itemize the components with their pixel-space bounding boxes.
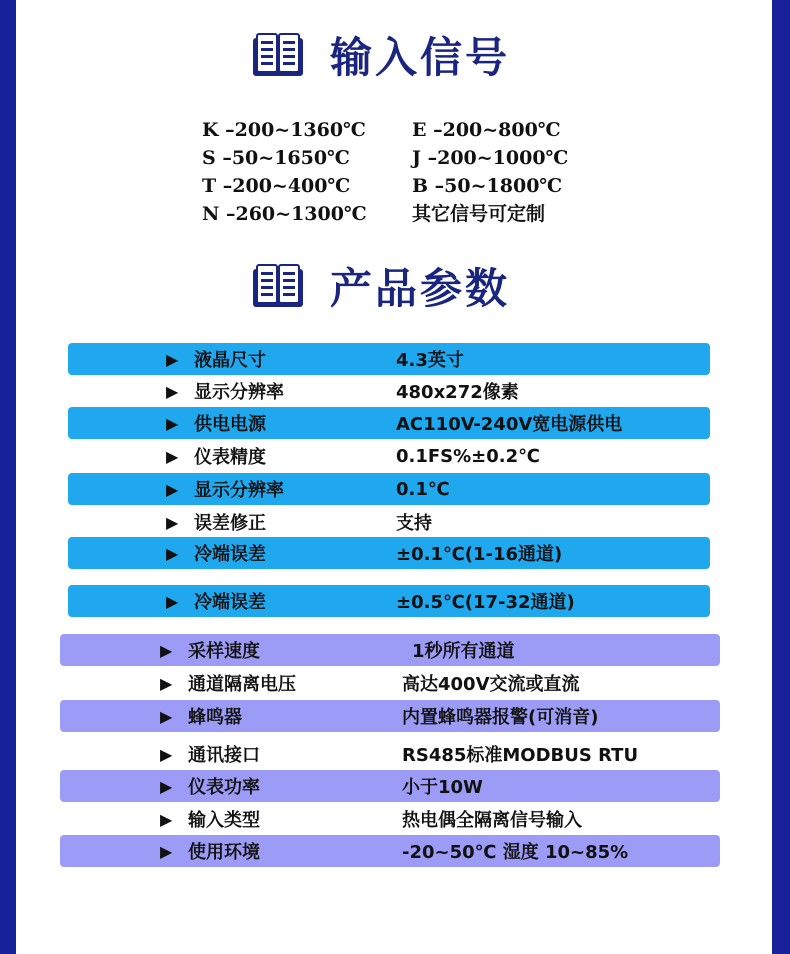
param-row	[60, 835, 720, 867]
param-row	[68, 407, 710, 439]
param-row	[68, 506, 710, 538]
book-icon	[252, 263, 304, 309]
param-row	[68, 473, 710, 505]
signal-row	[202, 116, 568, 144]
param-label: 通道隔离电压	[188, 674, 296, 695]
signal-range: J –200~1000℃	[412, 147, 569, 169]
param-label: 仪表精度	[194, 447, 266, 468]
param-value: 内置蜂鸣器报警(可消音)	[402, 707, 599, 728]
param-value: 小于10W	[402, 777, 483, 798]
param-label: 显示分辨率	[194, 480, 284, 501]
param-label: 供电电源	[194, 414, 266, 435]
param-label: 采样速度	[188, 641, 260, 662]
signal-range: T –200~400℃	[202, 175, 351, 197]
signal-range: B –50~1800℃	[412, 175, 563, 197]
signal-row	[202, 200, 568, 228]
param-label: 冷端误差	[194, 544, 266, 565]
param-label: 液晶尺寸	[194, 350, 266, 371]
param-value: 热电偶全隔离信号输入	[402, 810, 582, 831]
param-row	[60, 770, 720, 802]
param-row	[68, 343, 710, 375]
param-row	[68, 440, 710, 472]
signal-note: 其它信号可定制	[412, 203, 546, 225]
param-value: 0.1℃	[396, 478, 450, 500]
param-label: 蜂鸣器	[188, 707, 242, 728]
param-value: 0.1FS%±0.2℃	[396, 445, 540, 467]
param-value: 1秒所有通道	[412, 641, 515, 662]
param-value: 4.3英寸	[396, 350, 464, 371]
signal-range: S –50~1650℃	[202, 147, 350, 169]
param-row	[60, 667, 720, 699]
signal-row	[202, 172, 568, 200]
param-row	[60, 700, 720, 732]
param-row	[60, 803, 720, 835]
triangle-right-icon: ▶	[160, 809, 173, 829]
param-value: 高达400V交流或直流	[402, 674, 580, 695]
param-value: 支持	[396, 513, 432, 534]
param-label: 冷端误差	[194, 592, 266, 613]
param-value: ±0.1℃(1-16通道)	[396, 544, 563, 565]
triangle-right-icon: ▶	[166, 591, 179, 611]
param-value: AC110V-240V宽电源供电	[396, 414, 623, 435]
triangle-right-icon: ▶	[166, 413, 179, 433]
param-label: 输入类型	[188, 810, 260, 831]
book-icon	[252, 32, 304, 78]
param-row	[68, 537, 710, 569]
param-value: 480x272像素	[396, 382, 519, 403]
param-label: 通讯接口	[188, 745, 260, 766]
section-title-params: 产品参数	[330, 264, 511, 313]
param-label: 误差修正	[194, 513, 266, 534]
param-row	[68, 375, 710, 407]
param-label: 使用环境	[188, 842, 260, 863]
param-row	[60, 738, 720, 770]
signal-row	[202, 144, 568, 172]
section-heading-signals	[252, 27, 510, 83]
triangle-right-icon: ▶	[166, 543, 179, 563]
triangle-right-icon: ▶	[160, 706, 173, 726]
triangle-right-icon: ▶	[160, 640, 173, 660]
section-heading-params	[252, 258, 510, 314]
signal-range: K –200~1360℃	[202, 119, 366, 141]
signal-range: N –260~1300℃	[202, 203, 367, 225]
param-label: 显示分辨率	[194, 382, 284, 403]
triangle-right-icon: ▶	[166, 512, 179, 532]
param-value: -20~50℃ 湿度 10~85%	[402, 842, 629, 863]
triangle-right-icon: ▶	[160, 841, 173, 861]
signal-range-list	[202, 116, 568, 228]
section-title-signals: 输入信号	[330, 33, 511, 82]
param-value: RS485标准MODBUS RTU	[402, 745, 639, 766]
triangle-right-icon: ▶	[166, 349, 179, 369]
triangle-right-icon: ▶	[160, 776, 173, 796]
content-panel	[16, 0, 772, 954]
signal-range: E –200~800℃	[412, 119, 561, 141]
triangle-right-icon: ▶	[166, 381, 179, 401]
triangle-right-icon: ▶	[166, 446, 179, 466]
param-label: 仪表功率	[188, 777, 260, 798]
param-row	[68, 585, 710, 617]
param-value: ±0.5℃(17-32通道)	[396, 592, 575, 613]
triangle-right-icon: ▶	[160, 744, 173, 764]
triangle-right-icon: ▶	[166, 479, 179, 499]
triangle-right-icon: ▶	[160, 673, 173, 693]
param-row	[60, 634, 720, 666]
